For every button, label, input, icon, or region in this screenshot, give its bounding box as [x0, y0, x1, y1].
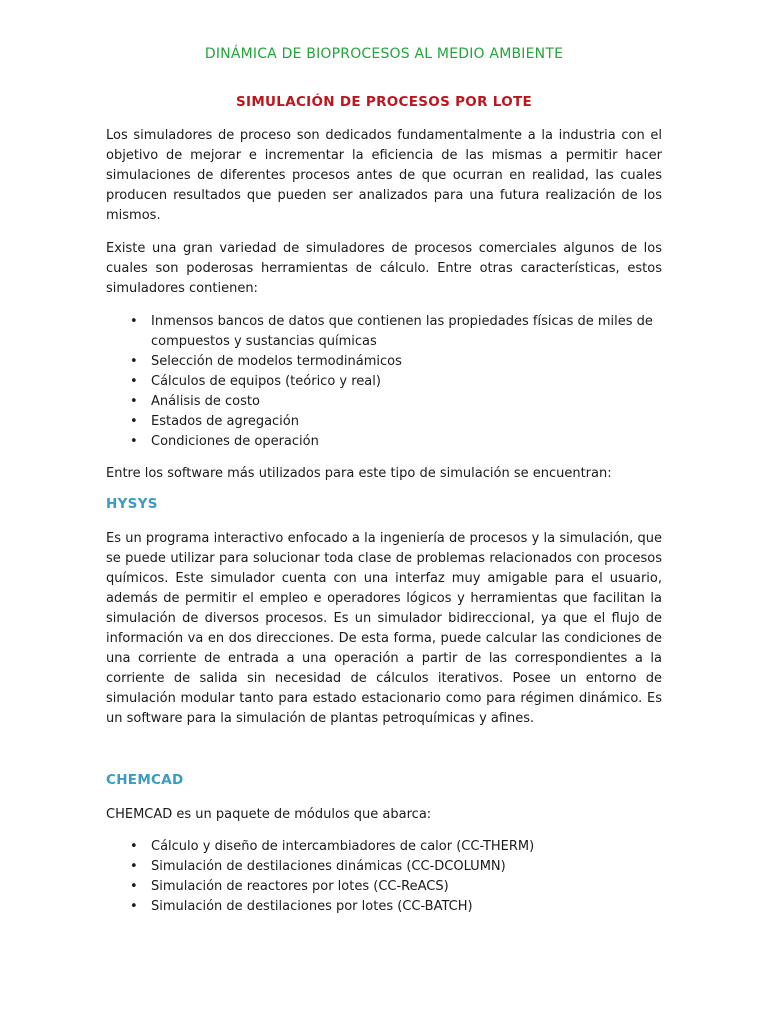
list-item	[106, 877, 662, 897]
bullet-icon: •	[130, 434, 138, 449]
hysys-heading: HYSYS	[106, 496, 158, 512]
list-item-text: Cálculo y diseño de intercambiadores de calor (CC-THERM)	[151, 839, 535, 854]
list-item	[106, 857, 662, 877]
document-header: DINÁMICA DE BIOPROCESOS AL MEDIO AMBIENTE	[204, 46, 564, 62]
bullet-icon: •	[130, 839, 138, 854]
bullet-icon: •	[130, 879, 138, 894]
list-item-text: Simulación de reactores por lotes (CC-ReACS)	[151, 879, 449, 894]
document-title: SIMULACIÓN DE PROCESOS POR LOTE	[235, 94, 533, 110]
chemcad-heading: CHEMCAD	[106, 772, 184, 788]
list-item	[106, 837, 662, 857]
bullet-icon: •	[130, 394, 138, 409]
bullet-icon: •	[130, 899, 138, 914]
list-item-text: Simulación de destilaciones dinámicas (CC-DCOLUMN)	[151, 859, 506, 874]
software-paragraph: Entre los software más utilizados para este tipo de simulación se encuentran:	[106, 466, 612, 481]
list-item-text: Inmensos bancos de datos que contienen las propiedades físicas de miles de compuestos y sustancias químicas	[151, 314, 653, 349]
list-item	[106, 312, 662, 352]
list-item-text: Estados de agregación	[151, 414, 299, 429]
list-item	[106, 372, 662, 392]
bullet-icon: •	[130, 414, 138, 429]
features-list	[106, 312, 662, 452]
hysys-paragraph: Es un programa interactivo enfocado a la ingeniería de procesos y la simulación, que se puede utilizar para solucionar toda clase de problemas relacionados con procesos químicos. Este simulador cuenta con una interfaz muy amigable para el usuario, además de permitir el empleo e operadores lógicos y herramientas que facilitan la simulación de diversos procesos. Es un simulador bidireccional, ya que el flujo de información va en dos direcciones. De esta forma, puede calcular las condiciones de una corriente de entrada a una operación a partir de las correspondientes a la corriente de salida sin necesidad de cálculos iterativos. Posee un entorno de simulación modular tanto para estado estacionario como para régimen dinámico. Es un software para la simulación de plantas petroquímicas y afines.	[106, 531, 662, 726]
list-item	[106, 897, 662, 917]
modules-list	[106, 837, 662, 917]
list-item	[106, 392, 662, 412]
intro-paragraph: Los simuladores de proceso son dedicados fundamentalmente a la industria con el objetivo de mejorar e incrementar la eficiencia de las mismas a permitir hacer simulaciones de diferentes procesos antes de que ocurran en realidad, las cuales producen resultados que pueden ser analizados para una futura realización de los mismos.	[106, 128, 662, 223]
list-item	[106, 432, 662, 452]
bullet-icon: •	[130, 859, 138, 874]
list-item	[106, 352, 662, 372]
bullet-icon: •	[130, 354, 138, 369]
chemcad-paragraph: CHEMCAD es un paquete de módulos que abarca:	[106, 807, 432, 822]
bullet-icon: •	[130, 374, 138, 389]
list-item	[106, 412, 662, 432]
list-item-text: Análisis de costo	[151, 394, 260, 409]
list-item-text: Cálculos de equipos (teórico y real)	[151, 374, 381, 389]
variety-paragraph: Existe una gran variedad de simuladores de procesos comerciales algunos de los cuales son poderosas herramientas de cálculo. Entre otras características, estos simuladores contienen:	[106, 241, 662, 296]
bullet-icon: •	[130, 314, 138, 329]
list-item-text: Condiciones de operación	[151, 434, 319, 449]
list-item-text: Simulación de destilaciones por lotes (CC-BATCH)	[151, 899, 473, 914]
list-item-text: Selección de modelos termodinámicos	[151, 354, 402, 369]
